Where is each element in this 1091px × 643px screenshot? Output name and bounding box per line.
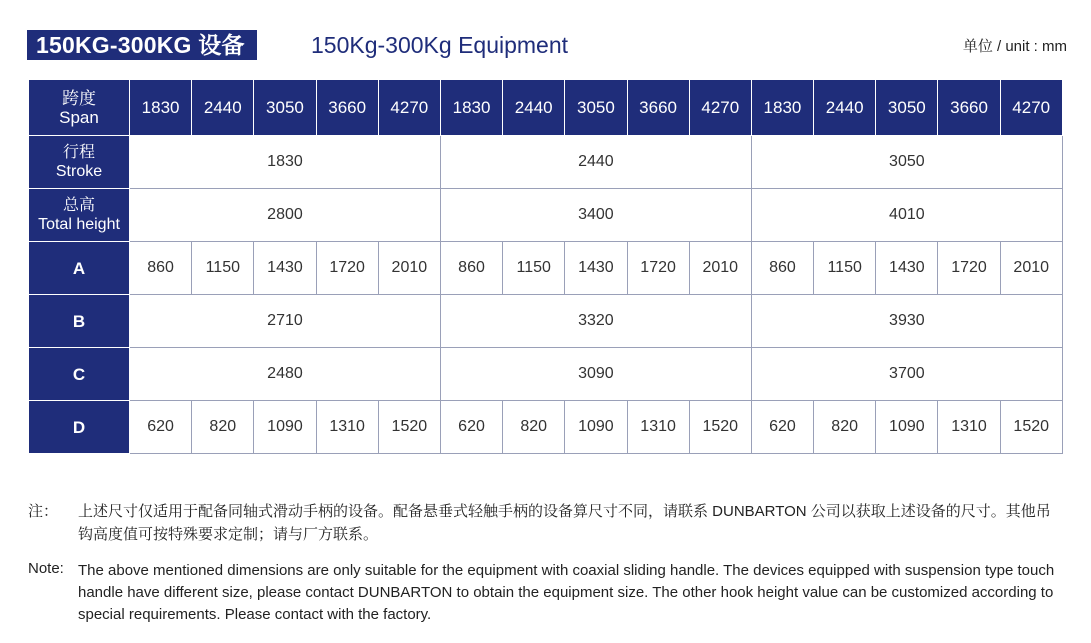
stroke-label-en: Stroke	[55, 163, 103, 180]
dimension-a-cell: 860	[440, 242, 502, 295]
note-cn-text: 上述尺寸仅适用于配备同轴式滑动手柄的设备。配备悬垂式轻触手柄的设备算尺寸不同，请联系 DUNBARTON 公司以获取上述设备的尺寸。其他吊钩高度值可按特殊要求定制；请与厂方联系。	[78, 503, 1051, 543]
unit-label: 单位 / unit : mm	[962, 38, 1067, 55]
span-cell: 3660	[316, 80, 378, 136]
total-height-cell: 4010	[751, 189, 1062, 242]
stroke-row	[29, 136, 1063, 189]
span-cell: 3660	[938, 80, 1000, 136]
dimension-a-cell: 1720	[627, 242, 689, 295]
total-height-header	[29, 189, 130, 242]
span-cell: 2440	[192, 80, 254, 136]
dimension-d-header: D	[29, 401, 130, 454]
dimension-b-cell: 3930	[751, 295, 1062, 348]
dimension-d-cell: 1520	[1000, 401, 1062, 454]
dimension-b-cell: 2710	[130, 295, 441, 348]
span-cell: 1830	[440, 80, 502, 136]
span-cell: 4270	[1000, 80, 1062, 136]
dimension-d-cell: 1310	[316, 401, 378, 454]
dimension-a-header: A	[29, 242, 130, 295]
dimension-c-cell: 3090	[440, 348, 751, 401]
total-height-label-en: Total height	[38, 216, 120, 233]
dimension-c-cell: 3700	[751, 348, 1062, 401]
dimension-a-cell: 860	[130, 242, 192, 295]
title-badge: 150KG-300KG 设备	[27, 30, 257, 60]
dimension-b-row	[29, 295, 1063, 348]
dimension-a-cell: 1720	[316, 242, 378, 295]
dimension-a-cell: 1720	[938, 242, 1000, 295]
total-height-cell: 3400	[440, 189, 751, 242]
dimension-a-cell: 2010	[378, 242, 440, 295]
dimension-a-cell: 1150	[503, 242, 565, 295]
span-cell: 3050	[565, 80, 627, 136]
dimension-c-cell: 2480	[130, 348, 441, 401]
dimension-d-cell: 1520	[378, 401, 440, 454]
stroke-label-cn: 行程	[62, 144, 95, 161]
dimension-d-cell: 820	[192, 401, 254, 454]
dimension-a-cell: 1430	[565, 242, 627, 295]
dimension-b-header: B	[29, 295, 130, 348]
span-cell: 3660	[627, 80, 689, 136]
spec-table	[28, 79, 1063, 454]
dimension-d-row	[29, 401, 1063, 454]
span-header	[29, 80, 130, 136]
span-row	[29, 80, 1063, 136]
dimension-d-cell: 820	[503, 401, 565, 454]
header	[27, 30, 1067, 62]
span-cell: 3050	[876, 80, 938, 136]
dimension-a-cell: 1430	[876, 242, 938, 295]
dimension-d-cell: 1090	[876, 401, 938, 454]
total-height-cell: 2800	[130, 189, 441, 242]
span-cell: 3050	[254, 80, 316, 136]
dimension-d-cell: 620	[440, 401, 502, 454]
dimension-d-cell: 1090	[565, 401, 627, 454]
dimension-d-cell: 620	[751, 401, 813, 454]
span-cell: 2440	[503, 80, 565, 136]
note-en-label: Note:	[28, 560, 64, 577]
dimension-a-cell: 2010	[1000, 242, 1062, 295]
span-cell: 1830	[130, 80, 192, 136]
stroke-header	[29, 136, 130, 189]
stroke-cell: 1830	[130, 136, 441, 189]
dimension-c-row	[29, 348, 1063, 401]
total-height-label-cn: 总高	[62, 197, 95, 214]
total-height-row	[29, 189, 1063, 242]
dimension-d-cell: 820	[814, 401, 876, 454]
dimension-a-cell: 1150	[192, 242, 254, 295]
notes-section	[28, 500, 1068, 623]
note-cn-label: 注：	[28, 503, 59, 520]
note-en-text: The above mentioned dimensions are only suitable for the equipment with coaxial sliding handle. The devices equipped with suspension type touch handle have different size, please contact DUNBARTON to obtain the equipment size. The other hook height value can be customized according to special requirements. Please contact with the factory.	[78, 562, 1055, 623]
dimension-d-cell: 1520	[689, 401, 751, 454]
span-cell: 2440	[814, 80, 876, 136]
span-cell: 4270	[378, 80, 440, 136]
dimension-d-cell: 1310	[627, 401, 689, 454]
dimension-c-header: C	[29, 348, 130, 401]
dimension-d-cell: 1090	[254, 401, 316, 454]
dimension-a-cell: 1150	[814, 242, 876, 295]
span-cell: 1830	[751, 80, 813, 136]
dimension-d-cell: 620	[130, 401, 192, 454]
stroke-cell: 3050	[751, 136, 1062, 189]
dimension-a-cell: 860	[751, 242, 813, 295]
dimension-a-cell: 1430	[254, 242, 316, 295]
span-label-en: Span	[59, 107, 99, 127]
span-label-cn: 跨度	[62, 88, 96, 108]
dimension-d-cell: 1310	[938, 401, 1000, 454]
dimension-a-cell: 2010	[689, 242, 751, 295]
stroke-cell: 2440	[440, 136, 751, 189]
dimension-a-row	[29, 242, 1063, 295]
note-chinese	[28, 500, 1068, 546]
span-cell: 4270	[689, 80, 751, 136]
dimension-b-cell: 3320	[440, 295, 751, 348]
title-english: 150Kg-300Kg Equipment	[311, 32, 569, 58]
